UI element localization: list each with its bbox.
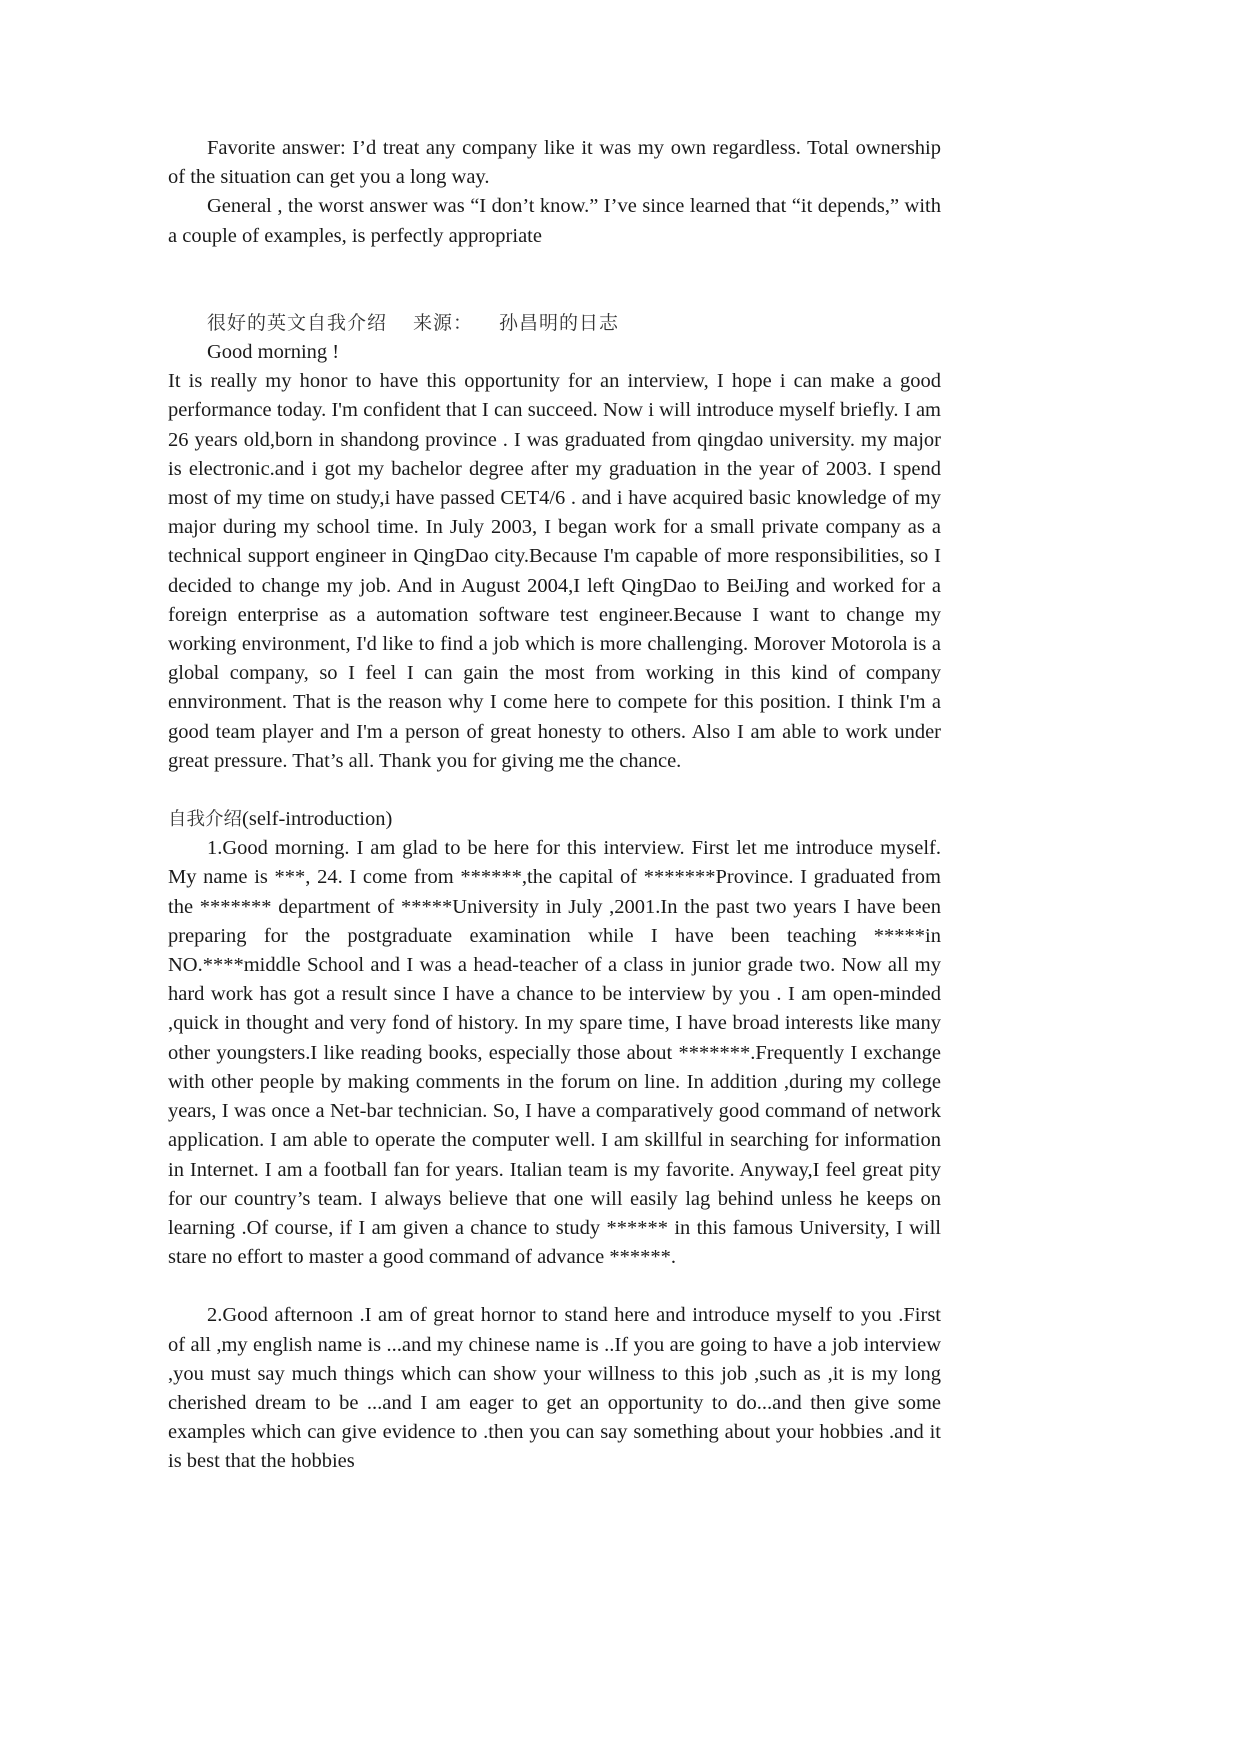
favorite-answer-paragraph: Favorite answer: I’d treat any company like it was my own regardless. Total ownership of the situation can get you a long way. <box>168 137 941 189</box>
greeting: Good morning ! <box>207 341 340 364</box>
self-introduction-heading-cjk: 自我介绍 <box>168 809 243 831</box>
section-spacer <box>168 776 941 805</box>
article-heading <box>168 309 941 338</box>
example-1-paragraph: 1.Good morning. I am glad to be here for this interview. First let me introduce myself. My name is ***, 24. I come from ******,the capital of *******Province. I graduated from the ******* department of *****University in July ,2001.In the past two years I have been preparing for the postgraduate examination while I have been teaching *****in NO.****middle School and I was a head-teacher of a class in junior grade two. Now all my hard work has got a result since I have a chance to be interview by you . I am open-minded ,quick in thought and very fond of history. In my spare time, I have broad interests like many other youngsters.I like reading books, especially those about *******.Frequently I exchange with other people by making comments in the forum on line. In addition ,during my college years, I was once a Net-bar technician. So, I have a comparatively good command of network application. I am able to operate the computer well. I am skillful in searching for information in Internet. I am a football fan for years. Italian team is my favorite. Anyway,I feel great pity for our country’s team. I always believe that one will easily lag behind unless he keeps on learning .Of course, if I am given a chance to study ****** in this famous University, I will stare no effort to master a good command of advance ******. <box>168 837 941 1269</box>
self-introduction-heading <box>168 805 941 834</box>
source-name: 孙昌明的日志 <box>499 311 620 334</box>
article-title: 很好的英文自我介绍 <box>207 311 388 334</box>
section-spacer <box>168 251 941 309</box>
document-page <box>168 134 941 1477</box>
section-spacer <box>168 1272 941 1301</box>
intro-body-paragraph: It is really my honor to have this opportunity for an interview, I hope i can make a good performance today. I'm confident that I can succeed. Now i will introduce myself briefly. I am 26 years old,born in shandong province . I was graduated from qingdao university. my major is electronic.and i got my bachelor degree after my graduation in the year of 2003. I spend most of my time on study,i have passed CET4/6 . and i have acquired basic knowledge of my major during my school time. In July 2003, I began work for a small private company as a technical support engineer in QingDao city.Because I'm capable of more responsibilities, so I decided to change my job. And in August 2004,I left QingDao to BeiJing and worked for a foreign enterprise as a automation software test engineer.Because I want to change my working environment, I'd like to find a job which is more challenging. Morover Motorola is a global company, so I feel I can gain the most from working in this kind of company ennvironment. That is the reason why I come here to compete for this position. I think I'm a good team player and I'm a person of great honesty to others. Also I am able to work under great pressure. That’s all. Thank you for giving me the chance. <box>168 370 941 772</box>
self-introduction-heading-en: (self-introduction) <box>242 808 393 831</box>
worst-answer-paragraph: General , the worst answer was “I don’t know.” I’ve since learned that “it depends,” with a couple of examples, is perfectly appropriate <box>168 195 941 247</box>
source-label: 来源： <box>413 311 474 334</box>
example-2-paragraph: 2.Good afternoon .I am of great hornor to stand here and introduce myself to you .First of all ,my english name is ...and my chinese name is ..If you are going to have a job interview ,you must say much things which can show your willness to this job ,such as ,it is my long cherished dream to be ...and I am eager to get an opportunity to do...and then give some examples which can give evidence to .then you can say something about your hobbies .and it is best that the hobbies <box>168 1304 941 1473</box>
